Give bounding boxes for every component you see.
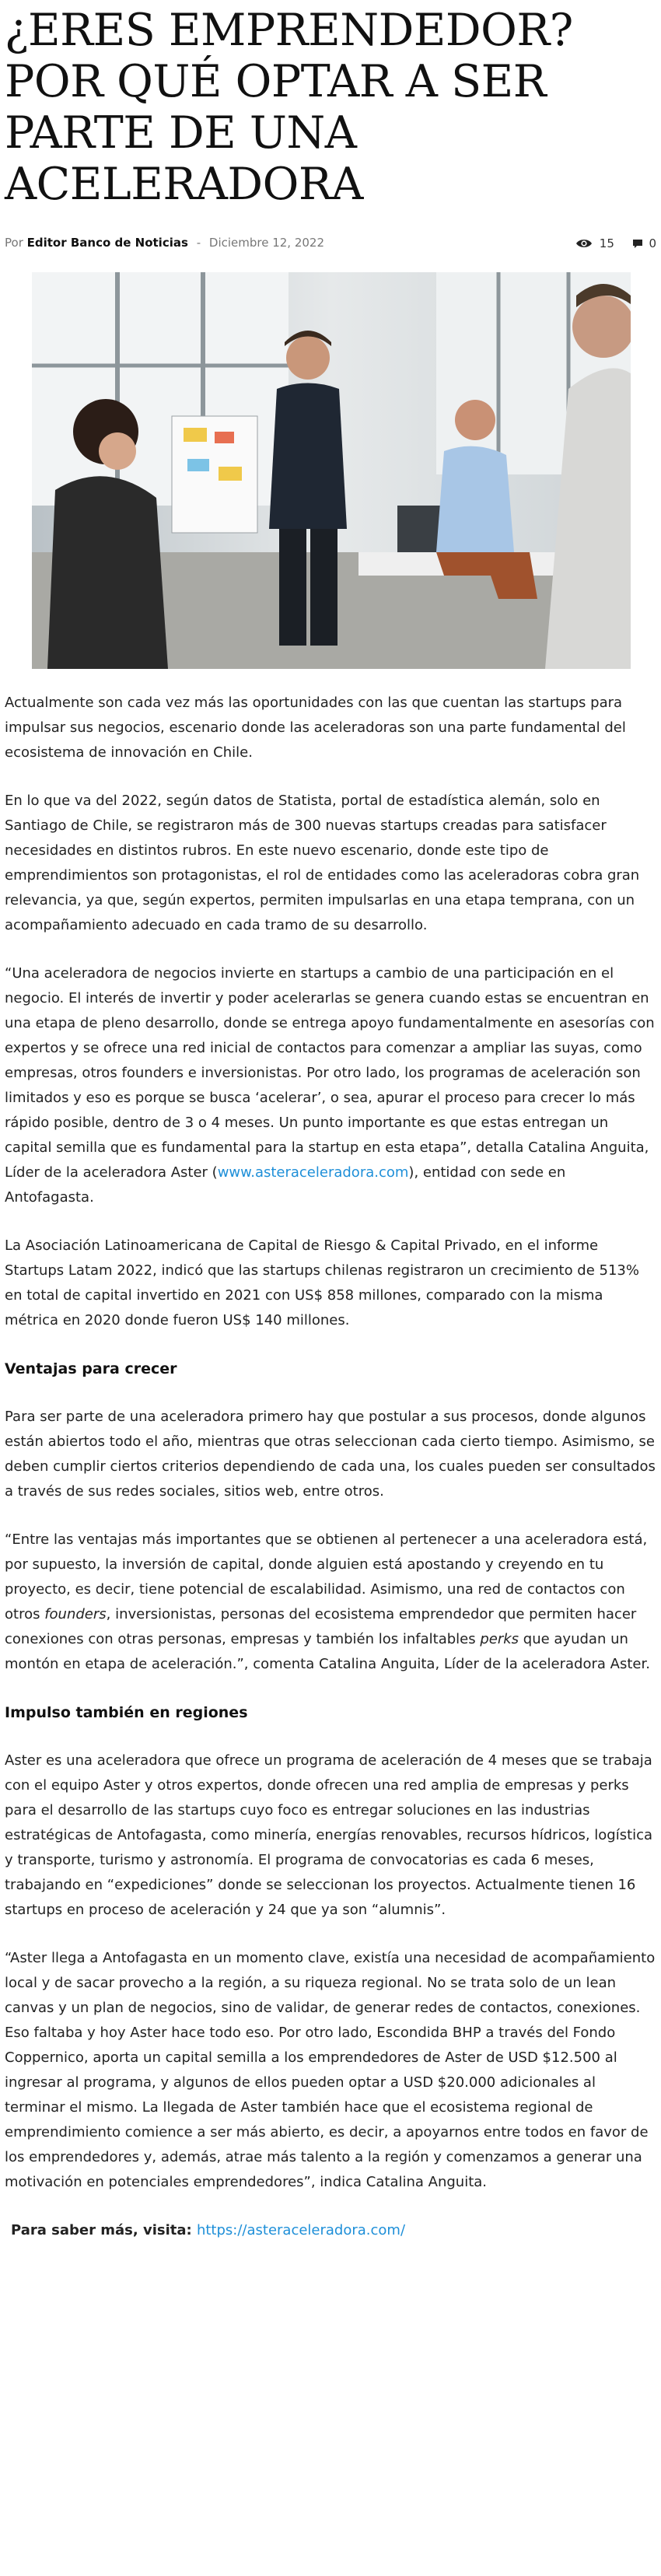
aster-website-link[interactable]: https://asteraceleradora.com/ xyxy=(196,2222,406,2238)
emphasis-text: perks xyxy=(480,1631,519,1647)
paragraph xyxy=(5,961,656,1210)
final-call-to-action xyxy=(5,2218,656,2243)
section-heading: Ventajas para crecer xyxy=(5,1360,177,1377)
eye-icon xyxy=(575,234,593,253)
paragraph: Aster es una aceleradora que ofrece un programa de aceleración de 4 meses que se trabaja con el equipo Aster y otros expertos, donde ofrecen una red amplia de empresas y perks para el desarrollo de las startups cuyo foco es entregar soluciones en las industrias estratégicas de Antofagasta, como minería, energías renovables, recursos hídricos, logística y transporte, turismo y astronomía. El programa de convocatorias es cada 6 meses, trabajando en “expediciones” donde se seleccionan los proyectos. Actualmente tienen 16 startups en proceso de aceleración y 24 que ya son “alumnis”. xyxy=(5,1752,653,1918)
paragraph: Actualmente son cada vez más las oportunidades con las que cuentan las startups para impulsar sus negocios, escenario donde las aceleradoras son una parte fundamental del ecosistema de innovación en Chile. xyxy=(5,695,626,761)
meta-by-label: Por xyxy=(5,236,23,250)
hero-image xyxy=(32,272,631,669)
section-heading: Impulso también en regiones xyxy=(5,1704,248,1721)
paragraph: En lo que va del 2022, según datos de Statista, portal de estadística alemán, solo en Santiago de Chile, se registraron más de 300 nuevas startups creadas para satisfacer necesidades en distintos rubros. En este nuevo escenario, donde este tipo de emprendimientos son protagonistas, el rol de entidades como las aceleradoras cobra gran relevancia, ya que, según expertos, permiten impulsarlas en una etapa temprana, con un acompañamiento adecuado en cada tramo de su desarrollo. xyxy=(5,793,640,933)
article-body xyxy=(5,691,656,2266)
comment-icon[interactable] xyxy=(632,234,643,253)
aster-inline-link[interactable]: www.asteraceleradora.com xyxy=(217,1164,409,1181)
hero-photo-illustration xyxy=(32,272,631,669)
publish-date: Diciembre 12, 2022 xyxy=(208,236,325,250)
paragraph-text: “Entre las ventajas más importantes que se obtienen al pertenecer a una aceleradora está, por supuesto, la inversión de capital, donde alguien está apostando y creyendo en tu proyecto, es decir, tiene potencial de escalabilidad. Asimismo, una red de contactos con otros xyxy=(5,1531,648,1622)
paragraph-text: ), entidad con sede en Antofagasta. xyxy=(5,1164,566,1206)
paragraph xyxy=(5,1528,656,1677)
meta-separator: - xyxy=(196,236,201,250)
article-meta xyxy=(5,233,656,252)
paragraph: “Aster llega a Antofagasta en un momento clave, existía una necesidad de acompañamiento local y de sacar provecho a la región, a su riqueza regional. No se trata solo de un lean canvas y un plan de negocios, sino de validar, de generar redes de contactos, conexiones. Eso faltaba y hoy Aster hace todo eso. Por otro lado, Escondida BHP a través del Fondo Coppernico, aporta un capital semilla a los emprendedores de Aster de USD $12.500 al ingresar al programa, y algunos de ellos pueden optar a USD $20.000 adicionales al terminar el mismo. La llegada de Aster también hace que el ecosistema regional de emprendimiento comience a ser más abierto, es decir, a apoyarnos entre todos en favor de los emprendedores y, además, atrae más talento a la región y comenzamos a generar una motivación en potenciales emprendedores”, indica Catalina Anguita. xyxy=(5,1950,656,2190)
article-title: ¿ERES EMPRENDEDOR? POR QUÉ OPTAR A SER PARTE DE UNA ACELERADORA xyxy=(5,5,573,210)
emphasis-text: founders xyxy=(44,1606,107,1622)
article-stats xyxy=(575,233,656,253)
paragraph-text: “Una aceleradora de negocios invierte en startups a cambio de una participación en el negocio. El interés de invertir y poder acelerarlas se genera cuando estas se encuentran en una etapa de pleno desarrollo, donde se entrega apoyo fundamentalmente en asesorías con expertos y se ofrece una red inicial de contactos para comenzar a ampliar las suyas, como empresas, otros founders e inversionistas. Por otro lado, los programas de aceleración son limitados y eso es porque se busca ‘acelerar’, o sea, apurar el proceso para crecer lo más rápido posible, dentro de 3 o 4 meses. Un punto importante es que estas entregan un capital semilla que es fundamental para la startup en esta etapa”, detalla Catalina Anguita, Líder de la aceleradora Aster ( xyxy=(5,965,655,1181)
paragraph: Para ser parte de una aceleradora primero hay que postular a sus procesos, donde algunos están abiertos todo el año, mientras que otras seleccionan cada cierto tiempo. Asimismo, se deben cumplir ciertos criterios dependiendo de cada una, los cuales pueden ser consultados a través de sus redes sociales, sitios web, entre otros. xyxy=(5,1409,656,1500)
paragraph: La Asociación Latinoamericana de Capital de Riesgo & Capital Privado, en el informe Startups Latam 2022, indicó que las startups chilenas registraron un crecimiento de 513% en total de capital invertido en 2021 con US$ 858 millones, comparado con la misma métrica en 2020 donde fueron US$ 140 millones. xyxy=(5,1237,639,1328)
paragraph-text: que ayudan un montón en etapa de aceleración.”, comenta Catalina Anguita, Líder de la aceleradora Aster. xyxy=(5,1631,650,1672)
views-count: 15 xyxy=(599,236,614,250)
comments-count[interactable]: 0 xyxy=(649,236,656,250)
final-label: Para saber más, visita: xyxy=(11,2222,197,2238)
paragraph-text: , inversionistas, personas del ecosistema emprendedor que permiten hacer conexiones con otras personas, empresas y también los infaltables xyxy=(5,1606,637,1647)
author-link[interactable]: Editor Banco de Noticias xyxy=(26,236,188,250)
